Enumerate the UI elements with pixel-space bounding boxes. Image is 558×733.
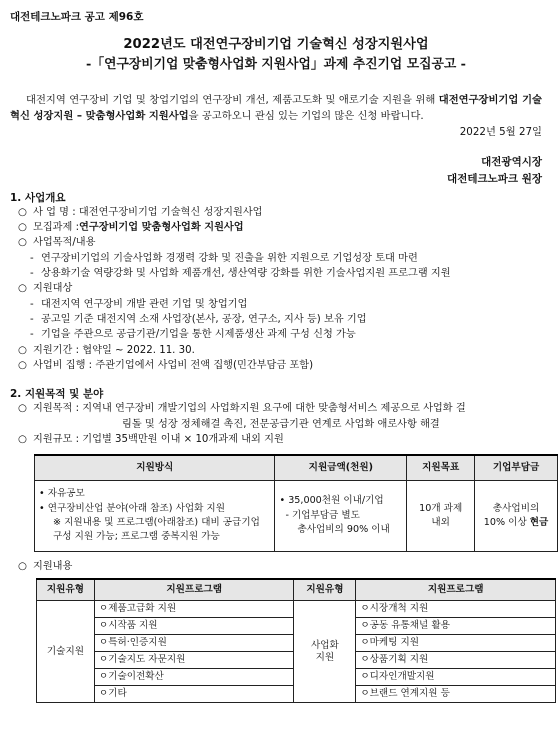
target-detail-2-text: 공고일 기준 대전지역 소재 사업장(본사, 공장, 연구소, 지사 등) 보유 기업 (41, 313, 367, 325)
circle-marker-icon: ○ (18, 206, 27, 218)
cell-burden (475, 481, 558, 552)
group-commercial-support: 사업화 지원 (294, 601, 356, 703)
small-circle-marker: ㅇ (360, 654, 370, 666)
dash-marker: - (30, 298, 34, 310)
small-circle-marker: ㅇ (98, 654, 109, 666)
intro-paragraph (10, 93, 542, 125)
intro-text-part2: 을 공고하오니 관심 있는 기업의 많은 신청 바랍니다. (188, 110, 424, 123)
left-program-item: ㅇ특허·인증지원 (94, 635, 294, 652)
right-program-item: ㅇ시장개척 지원 (356, 601, 556, 618)
circle-marker-icon: ○ (18, 403, 27, 415)
cell-target (407, 481, 475, 552)
right-program-item: ㅇ마케팅 지원 (356, 635, 556, 652)
circle-marker-icon: ○ (18, 433, 27, 445)
left-program-item: ㅇ기술이전확산 (94, 669, 294, 686)
notice-number: 대전테크노파크 공고 제96호 (10, 11, 144, 23)
item-recruit-task-prefix: 모집과제 : (33, 222, 80, 234)
circle-marker-icon: ○ (18, 560, 27, 572)
small-circle-marker: ㅇ (98, 637, 109, 649)
target-detail-3-text: 기업을 주관으로 공급기관/기업을 통한 시제품생산 과제 구성 신청 가능 (41, 329, 356, 341)
bullet-icon: • (39, 502, 45, 514)
left-program-item: ㅇ기타 (94, 686, 294, 703)
circle-marker-icon: ○ (18, 237, 27, 249)
amount-line3: 총사업비의 90% 이내 (297, 524, 390, 536)
issuer-block (10, 154, 542, 189)
item-purpose-text: 사업목적/내용 (33, 237, 96, 249)
method-item-1: • 자유공모 (39, 488, 85, 500)
dash-marker: - (30, 313, 34, 325)
item-content (10, 559, 542, 574)
issuer-mayor: 대전광역시장 (481, 156, 542, 169)
item-goal-line2: 림돌 및 성장 정체해결 촉진, 전문공급기관 연계로 사업화 애로사항 해결 (122, 418, 440, 430)
small-circle-marker: ㅇ (98, 688, 109, 700)
purpose-detail-1 (10, 251, 542, 266)
small-circle-marker: ㅇ (360, 637, 370, 649)
item-goal-line1: 지원목적 : 지역내 연구장비 개발기업의 사업화지원 요구에 대한 맞춤형서비스 제공으로 사업화 걸 (33, 403, 466, 415)
right-program-item: ㅇ브랜드 연계지원 등 (356, 686, 556, 703)
issuer-director: 대전테크노파크 원장 (447, 173, 542, 186)
th-program-right: 지원프로그램 (356, 579, 556, 601)
target-line1: 10개 과제 (419, 502, 463, 514)
intro-text-part1: 대전지역 연구장비 기업 및 창업기업의 연구장비 개선, 제품고도화 및 애로기술 지원을 위해 (26, 94, 439, 107)
section2-heading: 2. 지원목적 및 분야 (10, 388, 104, 401)
item-period-text: 지원기간 : 협약일 ~ 2022. 11. 30. (33, 344, 195, 356)
bullet-icon: • (39, 488, 45, 500)
burden-line2: 10% 이상 현금 (483, 516, 549, 528)
amount-line2: - 기업부담금 별도 (285, 509, 360, 521)
th-type-left: 지원유형 (37, 579, 95, 601)
item-project-name (10, 205, 542, 220)
program-row (37, 601, 556, 618)
right-program-item: ㅇ디자인개발지원 (356, 669, 556, 686)
target-detail-3 (10, 327, 542, 342)
bullet-icon: • (279, 495, 286, 507)
th-program-left: 지원프로그램 (94, 579, 294, 601)
item-execution-text: 사업비 집행 : 주관기업에서 사업비 전액 집행(민간부담금 포함) (33, 359, 314, 371)
item-content-text: 지원내용 (33, 560, 73, 572)
th-target: 지원목표 (407, 455, 475, 481)
burden-line1: 총사업비의 (492, 502, 540, 514)
dash-marker: - (30, 268, 34, 280)
support-method-table-header (35, 455, 558, 481)
left-program-item: ㅇ기술지도 자문지원 (94, 652, 294, 669)
small-circle-marker: ㅇ (98, 620, 109, 632)
item-execution (10, 358, 542, 373)
circle-marker-icon: ○ (18, 222, 27, 234)
target-detail-1 (10, 297, 542, 312)
circle-marker-icon: ○ (18, 283, 27, 295)
item-recruit-task (10, 220, 542, 235)
item-recruit-task-bold: 연구장비기업 맞춤형사업화 지원사업 (79, 222, 244, 234)
dash-marker: - (30, 252, 34, 264)
cell-method (35, 481, 275, 552)
notice-title-line1: 2022년도 대전연구장비기업 기술혁신 성장지원사업 (123, 37, 429, 53)
small-circle-marker: ㅇ (98, 603, 109, 615)
left-program-item: ㅇ제품고급화 지원 (94, 601, 294, 618)
target-line2: 내외 (431, 516, 450, 528)
method-note-line1: ※ 지원내용 및 프로그램(아래참조) 대비 공급기업 (53, 516, 260, 528)
th-amount: 지원금액(천원) (275, 455, 407, 481)
circle-marker-icon: ○ (18, 344, 27, 356)
support-program-table (36, 578, 556, 703)
purpose-detail-1-text: 연구장비기업의 기술사업화 경쟁력 강화 및 진출을 위한 지원으로 기업성장 토대 마련 (41, 252, 418, 264)
method-item-2: • 연구장비산업 분야(아래 참조) 사업화 지원 (39, 502, 225, 514)
small-circle-marker: ㅇ (98, 671, 109, 683)
small-circle-marker: ㅇ (360, 620, 370, 632)
notice-date: 2022년 5월 27일 (459, 126, 542, 139)
cell-amount (275, 481, 407, 552)
circle-marker-icon: ○ (18, 359, 27, 371)
item-target-text: 지원대상 (33, 283, 73, 295)
left-program-item: ㅇ시작품 지원 (94, 618, 294, 635)
target-detail-2 (10, 312, 542, 327)
purpose-detail-2-text: 상용화기술 역량강화 및 사업화 제품개선, 생산역량 강화를 위한 기술사업지원 프로그램 지원 (41, 268, 451, 280)
support-program-table-header (37, 579, 556, 601)
item-goal (10, 401, 542, 416)
th-method: 지원방식 (35, 455, 275, 481)
item-target (10, 281, 542, 296)
small-circle-marker: ㅇ (360, 688, 370, 700)
th-burden: 기업부담금 (475, 455, 558, 481)
amount-line1: • 35,000천원 이내/기업 (279, 495, 384, 507)
dash-marker: - (30, 329, 34, 341)
th-type-right: 지원유형 (294, 579, 356, 601)
item-scale (10, 432, 542, 447)
item-purpose (10, 235, 542, 250)
intro-text-bold: 대전연구장비기업 기술혁신 성장지원 – 맞춤형사업화 지원사업 (10, 94, 542, 123)
small-circle-marker: ㅇ (360, 603, 370, 615)
right-program-item: ㅇ공동 유통채널 활용 (356, 618, 556, 635)
right-program-item: ㅇ상품기획 지원 (356, 652, 556, 669)
item-period (10, 343, 542, 358)
item-project-name-text: 사 업 명 : 대전연구장비기업 기술혁신 성장지원사업 (33, 206, 263, 218)
support-method-table (34, 454, 558, 552)
target-detail-1-text: 대전지역 연구장비 개발 관련 기업 및 창업기업 (41, 298, 248, 310)
section1-heading: 1. 사업개요 (10, 191, 66, 204)
method-note-line2: 구성 지원 가능; 프로그램 중복지원 가능 (53, 531, 220, 543)
support-method-table-row (35, 481, 558, 552)
purpose-detail-2 (10, 266, 542, 281)
group-tech-support: 기술지원 (37, 601, 95, 703)
item-scale-text: 지원규모 : 기업별 35백만원 이내 × 10개과제 내외 지원 (33, 433, 284, 445)
notice-title-line2: -「연구장비기업 맞춤형사업화 지원사업」과제 추진기업 모집공고 - (86, 56, 466, 72)
small-circle-marker: ㅇ (360, 671, 370, 683)
